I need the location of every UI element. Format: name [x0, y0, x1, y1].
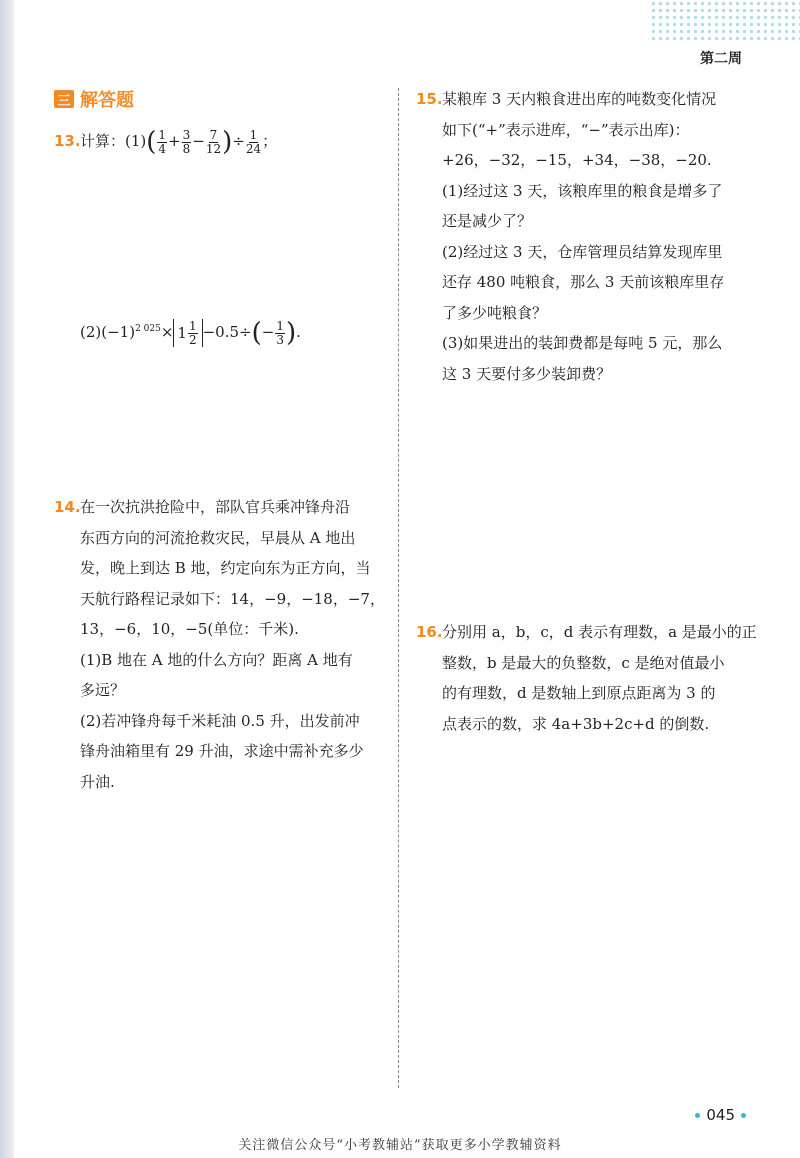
- page-edge: [0, 0, 14, 1158]
- header-dot-pattern: [650, 0, 800, 44]
- paren-open: (: [146, 127, 157, 157]
- question-13-part2: $(2)(-1)^{2 025}\times 1$ $\frac{1}{2}$ −0.5÷(− $\frac{1}{3}$ ).: [80, 318, 301, 348]
- footer-watermark: 关注微信公众号“小考教辅站”获取更多小学教辅资料: [238, 1138, 562, 1153]
- q16-number: 16.: [416, 623, 443, 641]
- q13-number: 13.: [54, 132, 81, 150]
- page-number: 045: [695, 1106, 746, 1124]
- q13-part1: 13.计算：(1)( $\frac{1}{4}$ + $\frac{3}{8}$ − $\frac{7}{12}$ )÷ $\frac{1}{24}$ ；: [54, 127, 278, 157]
- paren-close: ): [222, 127, 233, 157]
- column-divider: [398, 88, 399, 1088]
- question-14: 14.在一次抗洪抢险中，部队官兵乘冲锋舟沿 东西方向的河流抢救灾民，早晨从 A 地出 发，晚上到达 B 地，约定向东为正方向，当 天航行路程记录如下：14，−9，−18，−7， 13，−6，10，−5(单位：千米). (1)B 地在 A 地的什么方向？距离 A 地有 多远？ (2)若冲锋舟每千米耗油 0.5 升，出发前冲 锋舟油箱里有 29 升油，求途中需补充多少 升油.: [80, 492, 385, 797]
- q13-p1-prefix: 计算：(1): [80, 132, 147, 150]
- dot-icon: [741, 1113, 746, 1118]
- question-16: 16.分别用 a，b，c，d 表示有理数，a 是最小的正 整数，b 是最大的负整数，c 是绝对值最小 的有理数，d 是数轴上到原点距离为 3 的 点表示的数，求 4a+3b+2c+d 的倒数.: [442, 617, 757, 739]
- fraction: $\frac{7}{12}$: [205, 127, 222, 156]
- fraction: $\frac{3}{8}$: [182, 127, 191, 156]
- fraction: $\frac{1}{2}$: [188, 319, 197, 348]
- absolute-value: 1 $\frac{1}{2}$: [173, 319, 202, 348]
- section-header: [54, 86, 134, 112]
- section-title: 解答题: [80, 90, 134, 111]
- q14-number: 14.: [54, 498, 81, 516]
- question-13: [54, 126, 278, 157]
- dot-icon: [695, 1113, 700, 1118]
- week-label: 第二周: [700, 51, 742, 67]
- fraction: $\frac{1}{3}$: [276, 318, 284, 347]
- q15-number: 15.: [416, 90, 443, 108]
- question-15: 15.某粮库 3 天内粮食进出库的吨数变化情况 如下(“+”表示进库，“−”表示出库)： +26，−32，−15，+34，−38，−20. (1)经过这 3 天，该粮库里的粮食是增多了 还是减少了？ (2)经过这 3 天，仓库管理员结算发现库里 还存 480 吨粮食，那么 3 天前该粮库里存 了多少吨粮食？ (3)如果进出的装卸费都是每吨 5 元，那么 这 3 天要付多少装卸费？: [442, 84, 724, 389]
- section-number-icon: 三: [54, 90, 74, 108]
- fraction: $\frac{1}{4}$: [158, 127, 167, 156]
- fraction: $\frac{1}{24}$: [245, 127, 262, 156]
